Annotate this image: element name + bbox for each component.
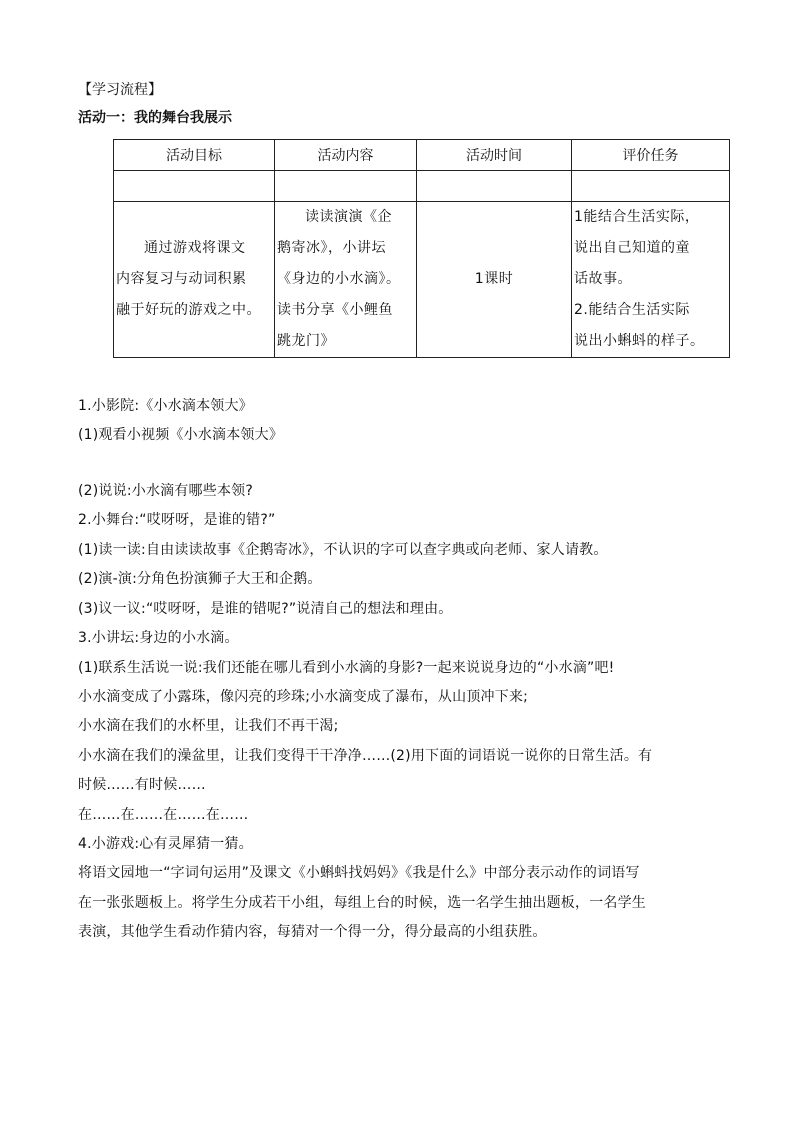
body-line: 将语文园地一“字词句运用”及课文《小蝌蚪找妈妈》《我是什么》中部分表示动作的词语写: [78, 865, 640, 881]
section-title: 【学习流程】: [78, 82, 162, 98]
body-line: 在……在……在……在……: [78, 807, 249, 823]
eval-line: 说出自己知道的童: [574, 240, 690, 256]
evaluation-cell: [572, 202, 730, 358]
body-line: 小水滴在我们的水杯里，让我们不再干渴;: [78, 718, 339, 734]
eval-line: 1能结合生活实际，: [574, 209, 700, 225]
body-line: (3)议一议:“哎呀呀，是谁的错呢?”说清自己的想法和理由。: [78, 601, 453, 617]
table-header-row: [114, 140, 730, 171]
activity-table: [113, 139, 730, 358]
content-cell: [275, 202, 417, 358]
body-line: (2)演-演:分角色扮演狮子大王和企鹅。: [78, 571, 322, 587]
table-content-row: [114, 202, 730, 358]
body-line: 小水滴在我们的澡盆里，让我们变得干干净净……(2)用下面的词语说一说你的日常生活。有: [78, 748, 653, 764]
content-line: 鹅寄冰》，小讲坛: [277, 240, 386, 256]
empty-cell: [114, 171, 275, 202]
content-line: 读读演演《企: [305, 209, 392, 225]
body-line: (1)联系生活说一说:我们还能在哪儿看到小水滴的身影?一起来说说身边的“小水滴”吧!: [78, 660, 615, 676]
eval-line: 2.能结合生活实际: [574, 302, 690, 318]
body-line: 在一张张题板上。将学生分成若干小组，每组上台的时候，选一名学生抽出题板，一名学生: [78, 895, 646, 911]
content-line: 跳龙门》: [277, 333, 335, 349]
body-line: 2.小舞台:“哎呀呀，是谁的错?”: [78, 512, 276, 528]
body-line: 小水滴变成了小露珠，像闪亮的珍珠;小水滴变成了瀑布，从山顶冲下来;: [78, 689, 529, 705]
body-line: (1)观看小视频《小水滴本领大》: [78, 427, 284, 443]
eval-line: 说出小蝌蚪的样子。: [574, 333, 705, 349]
header-content: 活动内容: [275, 140, 417, 171]
empty-cell: [275, 171, 417, 202]
body-line: (1)读一读:自由读读故事《企鹅寄冰》，不认识的字可以查字典或向老师、家人请教。: [78, 542, 608, 558]
time-cell: [417, 202, 572, 358]
body-line: 4.小游戏:心有灵犀猜一猜。: [78, 836, 253, 852]
header-goal: 活动目标: [114, 140, 275, 171]
empty-cell: [572, 171, 730, 202]
content-line: 《身边的小水滴》。: [277, 271, 401, 287]
table-empty-row: [114, 171, 730, 202]
header-evaluation: 评价任务: [572, 140, 730, 171]
content-line: 读书分享《小鲤鱼: [277, 302, 393, 318]
header-time: 活动时间: [417, 140, 572, 171]
activity-title: 活动一：我的舞台我展示: [78, 110, 232, 126]
empty-cell: [417, 171, 572, 202]
body-line: 3.小讲坛:身边的小水滴。: [78, 630, 239, 646]
goal-line: 通过游戏将课文: [144, 240, 246, 256]
eval-line: 话故事。: [574, 271, 632, 287]
body-line: (2)说说:小水滴有哪些本领?: [78, 483, 253, 499]
body-line: 表演，其他学生看动作猜内容，每猜对一个得一分，得分最高的小组获胜。: [78, 924, 547, 940]
body-line: 1.小影院:《小水滴本领大》: [78, 398, 253, 414]
time-value: 1课时: [474, 271, 514, 287]
goal-cell: [114, 202, 275, 358]
goal-line: 内容复习与动词积累: [116, 271, 247, 287]
body-line: 时候……有时候……: [78, 777, 206, 793]
goal-line: 融于好玩的游戏之中。: [116, 302, 261, 318]
